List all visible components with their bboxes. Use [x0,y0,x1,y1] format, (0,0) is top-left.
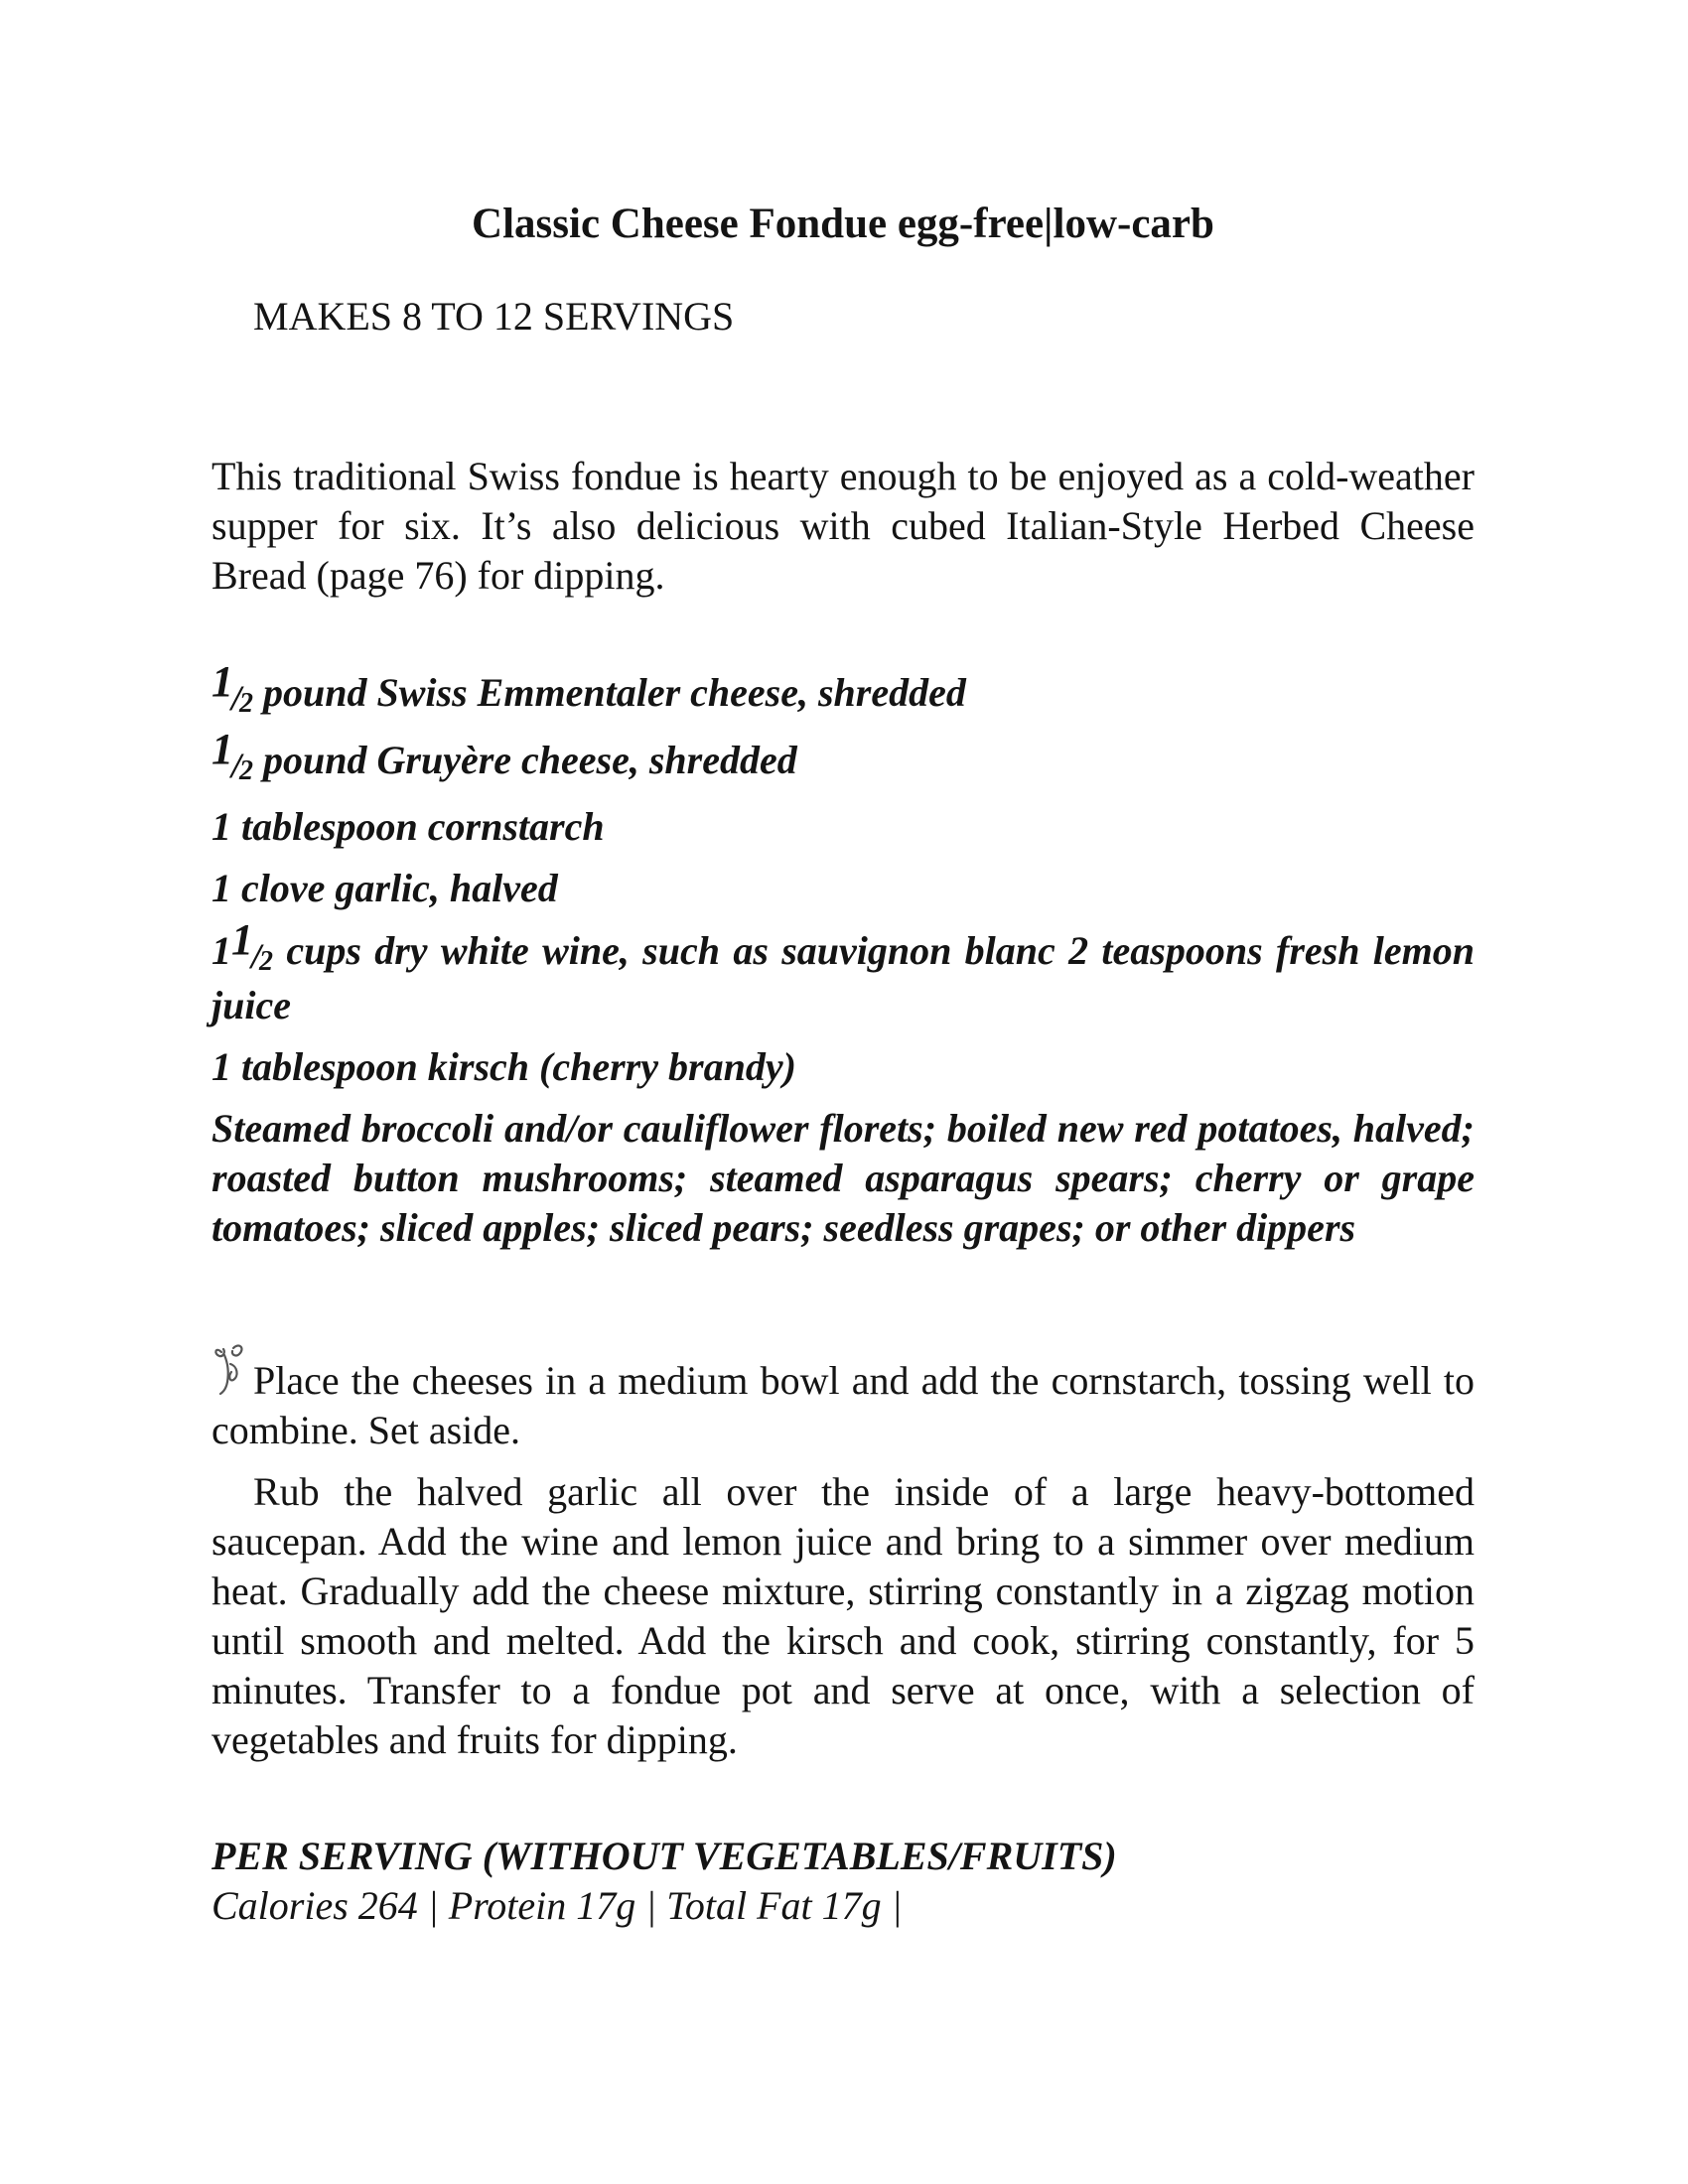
fraction-numerator: 1 [211,657,233,706]
fraction-numerator: 1 [211,725,233,773]
nutrition-values: Calories 264 | Protein 17g | Total Fat 17g | [211,1883,903,1928]
ingredient-item: 1 clove garlic, halved [211,866,558,910]
ingredient-item: Steamed broccoli and/or cauliflower florets; boiled new red potatoes, halved; roasted button mushrooms; steamed asparagus spears; cherry or grape tomatoes; sliced apples; sliced pears; seedless grapes; or other dippers [211,1106,1475,1250]
method-section [211,1342,1475,1777]
ingredient-item [211,657,1475,723]
fraction-denominator: 2 [259,946,274,977]
nutrition-heading: PER SERVING (WITHOUT VEGETABLES/FRUITS) [211,1834,1117,1878]
ingredient-list [211,657,1475,1265]
ingredient-text: cups dry white wine, such as sauvignon blanc 2 teaspoons fresh lemon juice [211,928,1475,1027]
method-step: Rub the halved garlic all over the inside of a large heavy-bottomed saucepan. Add the wine and lemon juice and bring to a simmer over medium heat. Gradually add the cheese mixture, stirring constantly in a zigzag motion until smooth and melted. Add the kirsch and cook, stirring constantly, for 5 minutes. Transfer to a fondue pot and serve at once, with a selection of vegetables and fruits for dipping. [211,1469,1475,1762]
ingredient-item: 1 tablespoon kirsch (cherry brandy) [211,1044,796,1089]
ingredient-text: pound Gruyère cheese, shredded [253,738,797,782]
fraction-denominator: 2 [239,688,254,719]
fraction [211,915,274,981]
fraction-numerator: 1 [231,915,253,964]
ingredient-item [211,915,1475,1030]
ingredient-item [211,725,1475,790]
fraction-slash: / [251,936,262,976]
fraction [211,725,254,790]
fraction-denominator: 2 [239,755,254,786]
step-text: Place the cheeses in a medium bowl and add the cornstarch, tossing well to combine. Set aside. [211,1358,1475,1452]
recipe-title: Classic Cheese Fondue egg-free|low-carb [472,201,1214,247]
ingredient-item: 1 tablespoon cornstarch [211,804,605,849]
fraction-slash: / [231,746,242,785]
fraction [211,657,254,723]
method-step [211,1342,1475,1455]
nutrition-section [211,1832,1475,1931]
fraction-slash: / [231,678,242,718]
servings-line: MAKES 8 TO 12 SERVINGS [253,294,735,339]
sprig-icon [211,1342,253,1400]
intro-paragraph: This traditional Swiss fondue is hearty enough to be enjoyed as a cold-weather supper for six. It’s also delicious with cubed Italian-Style Herbed Cheese Bread (page 76) for dipping. [211,454,1475,598]
ingredient-text: pound Swiss Emmentaler cheese, shredded [253,670,966,715]
fraction-whole: 1 [211,928,231,973]
